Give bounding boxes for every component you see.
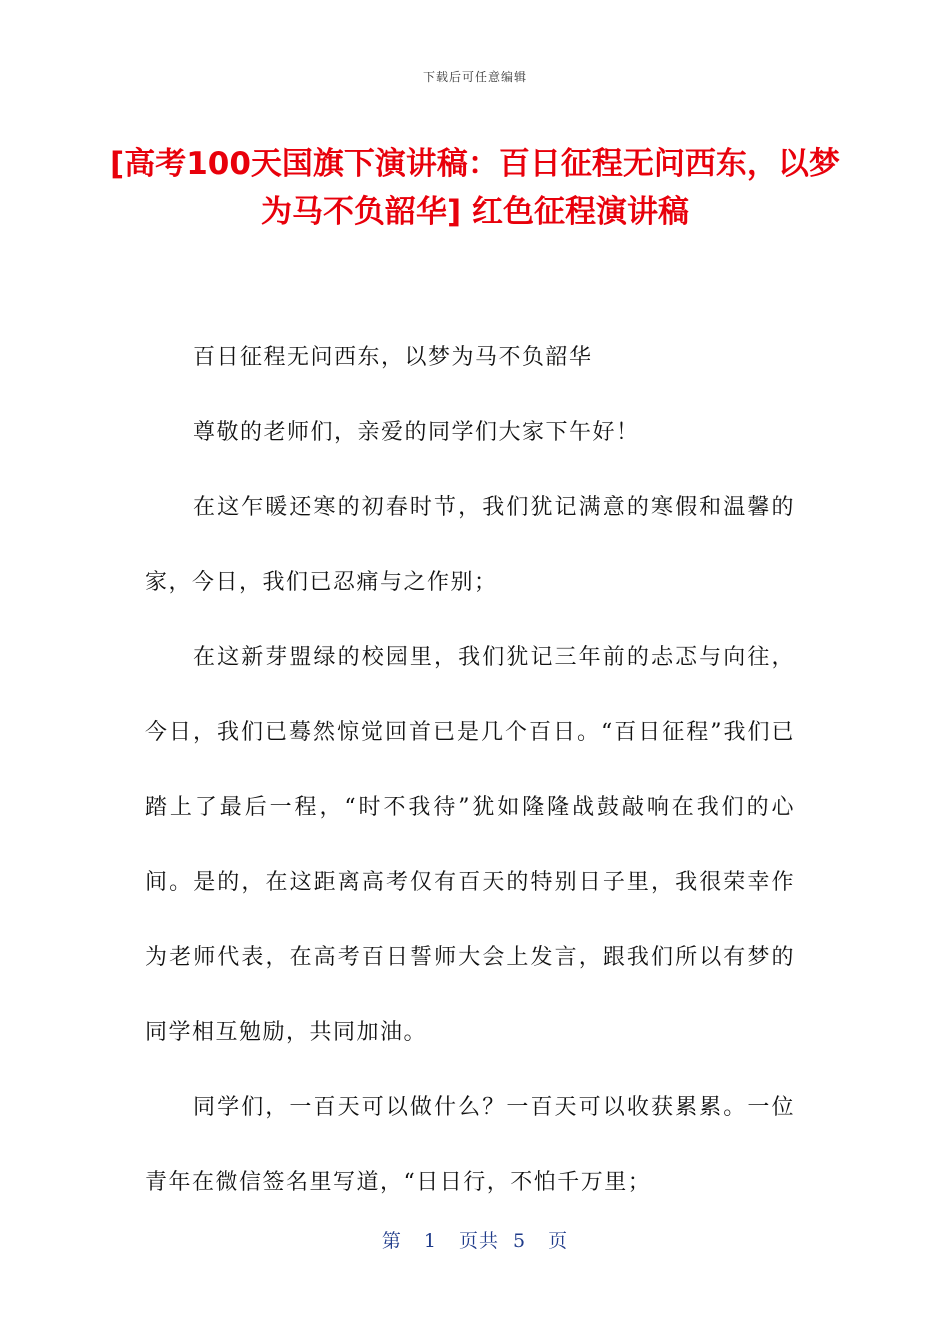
paragraph: 在这乍暖还寒的初春时节，我们犹记满意的寒假和温馨的家，今日，我们已忍痛与之作别；	[145, 495, 795, 595]
paragraph-greeting: 尊敬的老师们，亲爱的同学们大家下午好！	[193, 420, 640, 445]
document-title: [高考100天国旗下演讲稿：百日征程无问西东，以梦为马不负韶华] 红色征程演讲稿	[110, 146, 840, 230]
paragraph: 在这新芽盟绿的校园里，我们犹记三年前的忐忑与向往，今日，我们已蓦然惊觉回首已是几个百日。“百日征程”我们已踏上了最后一程，“时不我待”犹如隆隆战鼓敲响在我们的心间。是的，在这距离高考仅有百天的特别日子里，我很荣幸作为老师代表，在高考百日誓师大会上发言，跟我们所以有梦的同学相互勉励，共同加油。	[145, 645, 795, 1045]
paragraph: 同学们，一百天可以做什么？一百天可以收获累累。一位青年在微信签名里写道，“日日行，不怕千万里；	[145, 1095, 795, 1195]
footer-prefix: 第	[381, 1230, 402, 1252]
document-body	[145, 320, 795, 1220]
footer-middle: 页共	[458, 1230, 499, 1252]
header-note: 下载后可任意编辑	[422, 70, 527, 84]
footer-suffix: 页	[548, 1230, 569, 1252]
total-pages-number: 5	[513, 1230, 527, 1252]
current-page-number: 1	[423, 1230, 437, 1252]
paragraph-subtitle: 百日征程无问西东，以梦为马不负韶华	[193, 345, 593, 370]
page-number-footer	[0, 1226, 950, 1253]
